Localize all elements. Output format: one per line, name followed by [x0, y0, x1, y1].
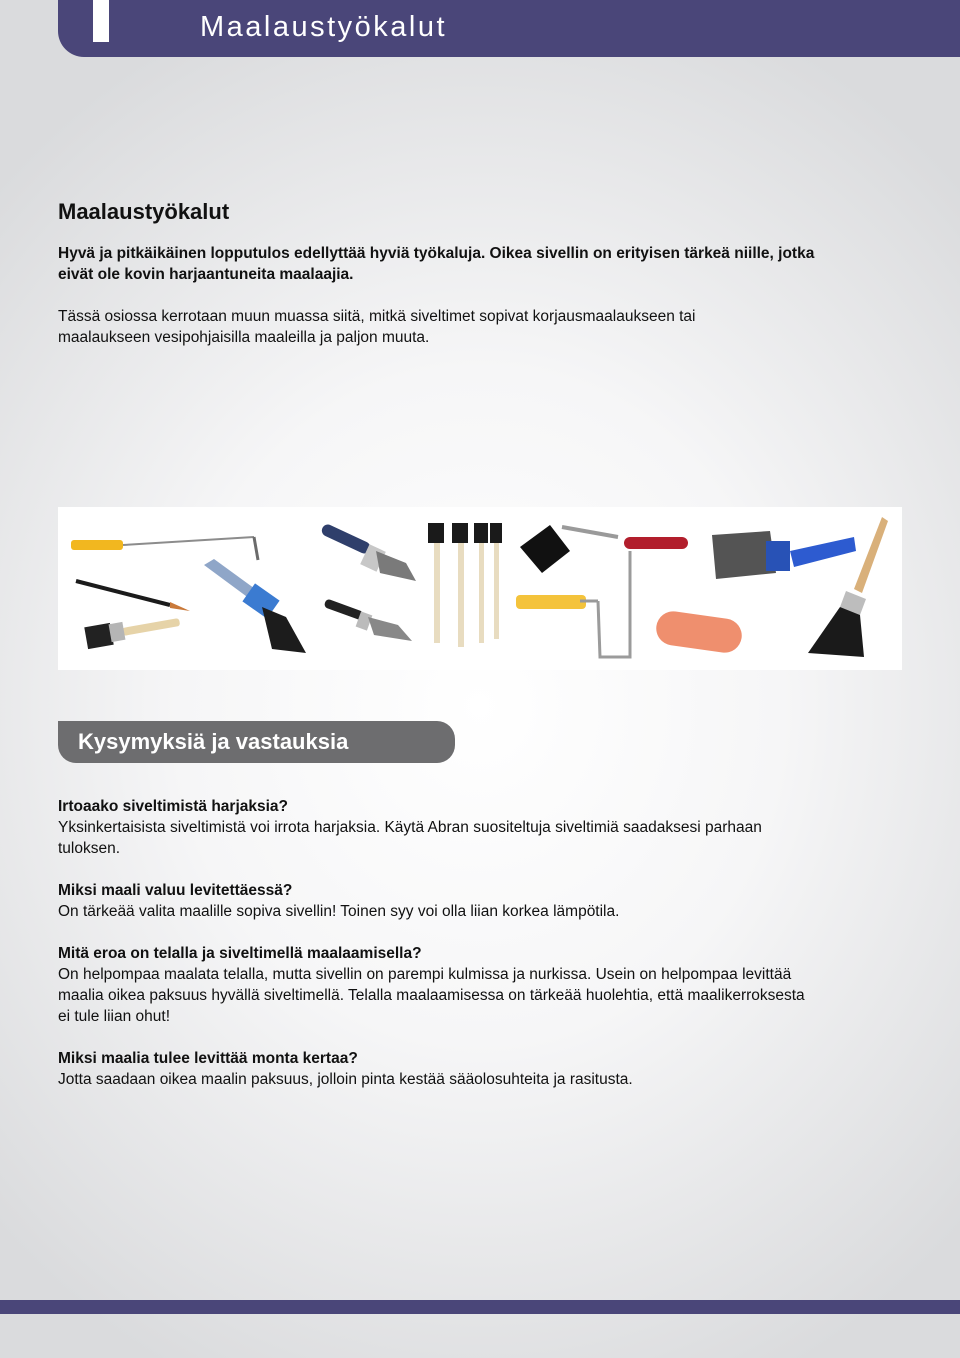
painting-tools-image	[58, 507, 902, 670]
radiator-brush-icon	[520, 525, 688, 573]
header-band	[58, 0, 960, 57]
artist-brush-icon	[76, 581, 190, 611]
qa-answer: Yksinkertaisista siveltimistä voi irrota harjaksia. Käytä Abran suositeltuja siveltimiä saadaksesi parhaan tuloksen.	[58, 819, 762, 857]
small-angled-brush-icon	[323, 598, 412, 641]
qa-answer: Jotta saadaan oikea maalin paksuus, jolloin pinta kestää sääolosuhteita ja rasitusta.	[58, 1071, 633, 1088]
blue-handle-brush-icon	[712, 531, 856, 579]
thin-roller-icon	[71, 537, 258, 560]
qa-item	[58, 880, 818, 922]
qa-question: Mitä eroa on telalla ja siveltimellä maalaamisella?	[58, 945, 422, 962]
paint-roller-icon	[516, 551, 630, 657]
section-heading: Maalaustyökalut	[58, 199, 230, 224]
wooden-angled-brush-icon	[808, 517, 888, 657]
qa-question: Miksi maalia tulee levittää monta kertaa?	[58, 1050, 358, 1067]
long-handle-brushes-icon	[428, 523, 502, 647]
flat-brush-icon	[84, 618, 180, 649]
roller-sleeve-icon	[654, 609, 744, 655]
intro-body-text: Tässä osiossa kerrotaan muun muassa siitä, mitkä siveltimet sopivat korjausmaalaukseen tai maalaukseen vesipohjaisilla maaleilla ja paljon muuta.	[58, 308, 696, 346]
qa-question: Irtoaako siveltimistä harjaksia?	[58, 798, 289, 815]
qa-item	[58, 796, 818, 859]
qa-item	[58, 943, 818, 1027]
header-accent-bar	[93, 0, 109, 42]
qa-badge-label: Kysymyksiä ja vastauksia	[78, 729, 349, 754]
qa-answer: On tärkeää valita maalille sopiva sivellin! Toinen syy voi olla liian korkea lämpötila.	[58, 903, 620, 920]
qa-item	[58, 1048, 818, 1090]
qa-list	[58, 796, 818, 1111]
qa-question: Miksi maali valuu levitettäessä?	[58, 882, 293, 899]
page-header-title: Maalaustyökalut	[200, 11, 448, 43]
qa-badge	[58, 721, 455, 763]
angled-brush-icon	[320, 523, 416, 581]
footer-band	[0, 1300, 960, 1314]
qa-answer: On helpompaa maalata telalla, mutta sivellin on parempi kulmissa ja nurkissa. Usein on helpompaa levittää maalia oikea paksuus hyvällä siveltimellä. Telalla maalaamisessa on tärkeää huolehtia, että maalikerroksesta ei tule liian ohut!	[58, 966, 805, 1025]
intro-lead-text: Hyvä ja pitkäikäinen lopputulos edellyttää hyviä työkaluja. Oikea sivellin on erityisen tärkeä niille, jotka eivät ole kovin harjaantuneita maalaajia.	[58, 245, 815, 283]
blue-flat-brush-icon	[204, 559, 306, 653]
